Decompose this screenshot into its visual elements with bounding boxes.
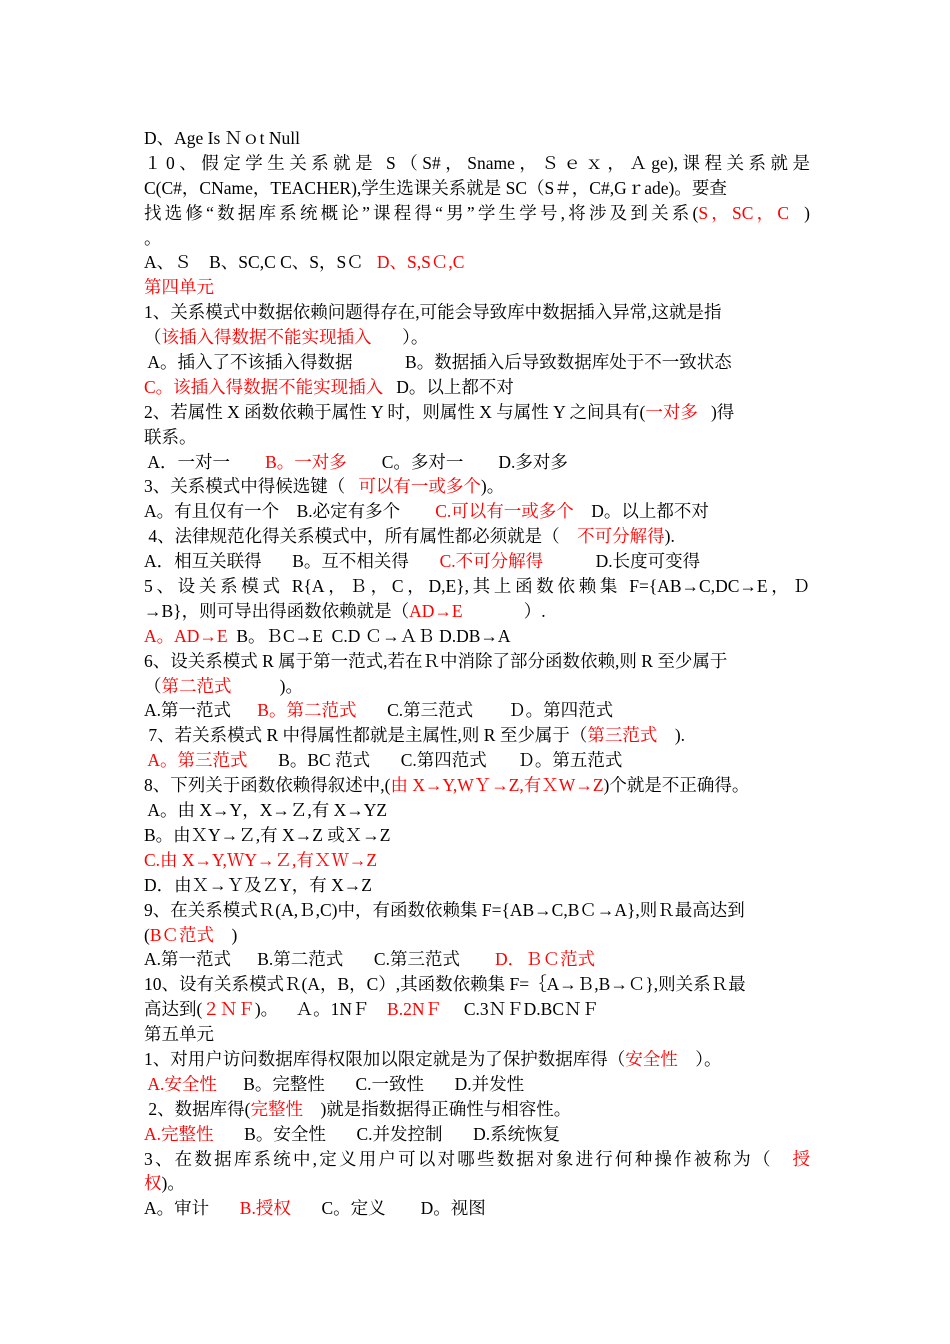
question-text: 5、设关系模式 R{A，Ｂ，C，D,E},其上函数依赖集 F={AB→C,DC→E，Ｄ: [144, 576, 810, 597]
answer-text: 权: [144, 1173, 162, 1194]
text-line: [144, 599, 810, 624]
answer-text: 完整性: [250, 1098, 303, 1119]
question-text: )。: [161, 1173, 185, 1194]
question-text: 3、在数据库系统中,定义用户可以对哪些数据对象进行何种操作被称为（: [144, 1148, 793, 1169]
text-line: [144, 848, 810, 873]
question-text: C。多对一 D.多对多: [346, 451, 568, 472]
answer-text: A。AD→E: [144, 625, 228, 646]
answer-text: ２ＮＦ: [202, 999, 255, 1020]
question-text: C(C#，CName，TEACHER),学生选课关系就是 SC（S＃，C#,Gｒade)。要查: [144, 177, 727, 198]
question-text: A.第一范式 B.第二范式 C.第三范式: [144, 949, 495, 970]
answer-text: D．ＢＣ范式: [494, 949, 596, 970]
question-text: D。以上都不对: [383, 376, 514, 397]
text-line: [144, 649, 810, 674]
question-text: 联系。: [144, 426, 197, 447]
question-text: ): [214, 924, 238, 945]
question-text: ).: [664, 526, 675, 547]
text-line: [144, 450, 810, 475]
text-line: [144, 375, 810, 400]
text-line: [144, 698, 810, 723]
text-line: [144, 176, 810, 201]
question-text: 2、数据库得(: [144, 1098, 251, 1119]
text-line: [144, 325, 810, 350]
text-line: [144, 624, 810, 649]
question-text: D。以上都不对: [573, 501, 709, 522]
question-text: 8、下列关于函数依赖得叙述中,(: [144, 775, 391, 796]
text-line: [144, 151, 810, 176]
question-text: ）.: [462, 600, 546, 621]
question-text: 1、对用户访问数据库得权限加以限定就是为了保护数据库得（: [144, 1048, 626, 1069]
question-text: 高达到(: [144, 999, 203, 1020]
question-text: 找选修“数据库系统概论”课程得“男”学生学号,将涉及到关系(: [144, 202, 699, 223]
answer-text: B.2NＦ: [387, 999, 442, 1020]
question-text: D.长度可变得: [543, 551, 701, 572]
answer-text: S，SC，C: [698, 202, 789, 223]
text-line: [144, 126, 810, 151]
question-text: 4、法律规范化得关系模式中，所有属性都必须就是（: [144, 526, 578, 547]
question-text: A.第一范式: [144, 700, 258, 721]
answer-text: 由 X→Y,WＹ→Z,有ＸW→Z: [390, 775, 604, 796]
question-text: →B}，则可导出得函数依赖就是（: [144, 600, 410, 621]
answer-text: A.完整性: [144, 1123, 214, 1144]
question-text: A。有且仅有一个 B.必定有多个: [144, 501, 436, 522]
text-line: [144, 350, 810, 375]
text-line: [144, 898, 810, 923]
answer-text: AD→E: [409, 600, 463, 621]
answer-text: 该插入得数据不能实现插入: [161, 327, 372, 348]
text-line: [144, 1022, 810, 1047]
answer-text: 一对多: [645, 401, 698, 422]
text-line: [144, 748, 810, 773]
answer-text: B。一对多: [265, 451, 347, 472]
question-text: B。由ＸY→Ｚ,有 X→Z 或Ｘ→Z: [144, 824, 391, 845]
question-text: )。 Ａ。1NＦ: [254, 999, 388, 1020]
question-text: ）。: [677, 1048, 722, 1069]
document-body: [144, 126, 810, 1221]
question-text: )。: [231, 675, 303, 696]
answer-text: 第三范式: [587, 725, 658, 746]
answer-text: 可以有一或多个: [358, 476, 481, 497]
question-text: )个就是不正确得。: [603, 775, 750, 796]
answer-text: B。第二范式: [257, 700, 357, 721]
text-line: [144, 300, 810, 325]
text-line: [144, 201, 810, 226]
text-line: [144, 947, 810, 972]
question-text: （: [144, 675, 162, 696]
text-line: [144, 923, 810, 948]
question-text: ).: [657, 725, 686, 746]
answer-text: 第四单元: [144, 277, 214, 298]
question-text: （: [144, 327, 162, 348]
text-line: [144, 1072, 810, 1097]
text-line: [144, 574, 810, 599]
text-line: [144, 1171, 810, 1196]
question-text: 3、关系模式中得候选键（: [144, 476, 359, 497]
question-text: )就是指数据得正确性与相容性。: [302, 1098, 572, 1119]
question-text: A。由 X→Y，X→Ｚ,有 X→YZ: [144, 800, 388, 821]
text-line: [144, 250, 810, 275]
answer-text: 第二范式: [161, 675, 232, 696]
text-line: [144, 1047, 810, 1072]
text-line: [144, 400, 810, 425]
question-text: C.3ＮＦD.BCＮＦ: [441, 999, 600, 1020]
question-text: C.第三范式 Ｄ。第四范式: [356, 700, 614, 721]
text-line: [144, 723, 810, 748]
answer-text: C.可以有一或多个: [435, 501, 574, 522]
text-line: [144, 674, 810, 699]
text-line: [144, 226, 810, 251]
answer-text: A.安全性: [144, 1073, 217, 1094]
question-text: 6、设关系模式 R 属于第一范式,若在Ｒ中消除了部分函数依赖,则 R 至少属于: [144, 650, 728, 671]
question-text: C。定义 D。视图: [290, 1198, 486, 1219]
text-line: [144, 524, 810, 549]
question-text: 。: [144, 227, 162, 248]
question-text: B。BC 范式 C.第四范式 Ｄ。第五范式: [247, 750, 623, 771]
text-line: [144, 425, 810, 450]
question-text: D．由Ｘ→Ｙ及ＺY，有 X→Z: [144, 874, 372, 895]
text-line: [144, 823, 810, 848]
answer-text: B.授权: [239, 1198, 291, 1219]
text-line: [144, 275, 810, 300]
question-text: ）。: [371, 327, 429, 348]
answer-text: D、S,SＣ,C: [376, 252, 465, 273]
text-line: [144, 1147, 810, 1172]
text-line: [144, 972, 810, 997]
answer-text: C.不可分解得: [439, 551, 544, 572]
question-text: B。完整性 C.一致性 D.并发性: [216, 1073, 525, 1094]
question-text: 9、在关系模式Ｒ(A,Ｂ,C)中，有函数依赖集 F={AB→C,BＣ→A},则Ｒ最高达到: [144, 899, 745, 920]
question-text: A．相互关联得 B。互不相关得: [144, 551, 440, 572]
question-text: A。插入了不该插入得数据 B。数据插入后导致数据库处于不一致状态: [144, 352, 732, 373]
question-text: ): [789, 202, 810, 223]
answer-text: C.由 X→Y,ＷY→Ｚ,有ＸＷ→Z: [144, 849, 378, 870]
question-text: 10、设有关系模式Ｒ(A，B，C）,其函数依赖集 F=｛A→Ｂ,B→Ｃ},则关系Ｒ最: [144, 974, 746, 995]
text-line: [144, 1196, 810, 1221]
question-text: B。安全性 C.并发控制 D.系统恢复: [213, 1123, 561, 1144]
text-line: [144, 1122, 810, 1147]
question-text: )。: [480, 476, 505, 497]
question-text: １0、假定学生关系就是 S（S#，Sname，Ｓｅｘ，Ａge),课程关系就是: [144, 152, 810, 173]
answer-text: 不可分解得: [577, 526, 665, 547]
text-line: [144, 474, 810, 499]
text-line: [144, 798, 810, 823]
text-line: [144, 773, 810, 798]
question-text: A、Ｓ B、SC,C C、S，SＣ: [144, 252, 377, 273]
answer-text: 授: [792, 1148, 810, 1169]
answer-text: C。该插入得数据不能实现插入: [144, 376, 384, 397]
question-text: D、Age Is Ｎｏt Null: [144, 128, 301, 148]
question-text: (: [144, 924, 150, 945]
answer-text: BＣ范式: [149, 924, 215, 945]
question-text: A．一对一: [144, 451, 266, 472]
text-line: [144, 1097, 810, 1122]
question-text: 1、关系模式中数据依赖问题得存在,可能会导致库中数据插入异常,这就是指: [144, 302, 722, 323]
question-text: B。ＢC→E C.D Ｃ→ＡＢ D.DB→A: [227, 625, 511, 646]
text-line: [144, 873, 810, 898]
question-text: A。审计: [144, 1198, 240, 1219]
question-text: 第五单元: [144, 1024, 214, 1045]
question-text: 2、若属性 X 函数依赖于属性 Y 时，则属性 X 与属性 Y 之间具有(: [144, 401, 646, 422]
answer-text: 安全性: [625, 1048, 678, 1069]
text-line: [144, 499, 810, 524]
text-line: [144, 549, 810, 574]
text-line: [144, 997, 810, 1022]
question-text: )得: [697, 401, 735, 422]
question-text: 7、若关系模式 R 中得属性都就是主属性,则 R 至少属于（: [144, 725, 588, 746]
answer-text: A。第三范式: [144, 750, 248, 771]
